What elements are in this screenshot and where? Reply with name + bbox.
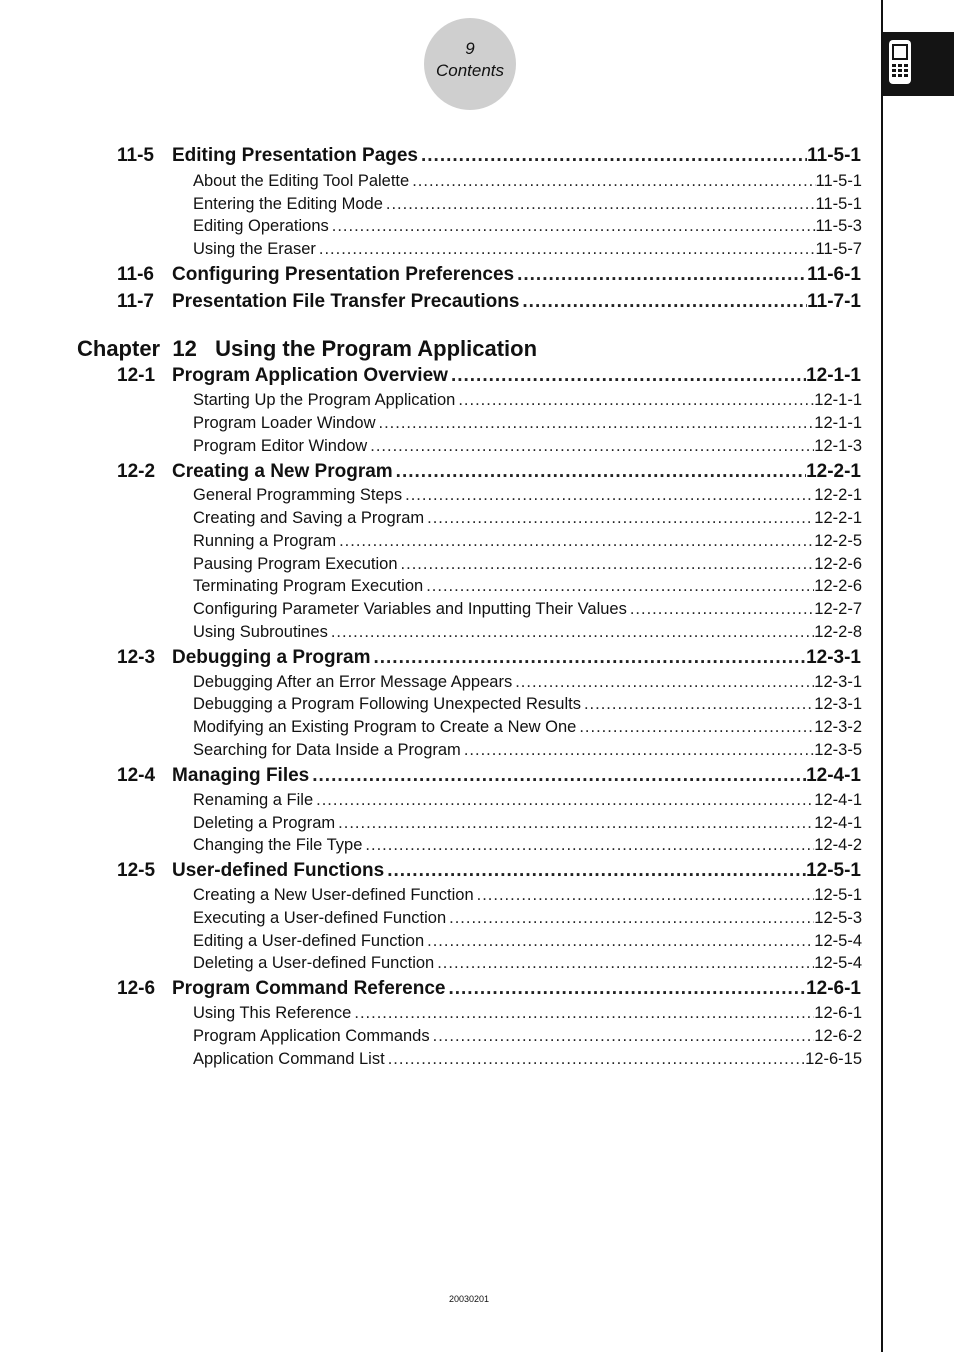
entry-page: 12-3-1 bbox=[814, 695, 862, 713]
toc-section-12-3[interactable] bbox=[117, 647, 861, 671]
entry-page: 12-1-1 bbox=[814, 391, 862, 409]
entry-title: Using Subroutines bbox=[193, 623, 328, 641]
dot-leader bbox=[335, 814, 814, 833]
dot-leader bbox=[383, 195, 816, 214]
entry-page: 12-5-4 bbox=[814, 932, 862, 950]
section-number: 11-6 bbox=[117, 264, 154, 285]
entry-title: Entering the Editing Mode bbox=[193, 195, 383, 213]
dot-leader bbox=[316, 240, 816, 259]
toc-entry[interactable] bbox=[193, 791, 862, 813]
entry-title: Modifying an Existing Program to Create a New One bbox=[193, 718, 577, 736]
entry-page: 12-2-7 bbox=[814, 600, 862, 618]
section-page: 12-3-1 bbox=[806, 647, 861, 668]
dot-leader bbox=[627, 600, 814, 619]
section-title: Managing Files bbox=[172, 765, 310, 786]
toc-entry[interactable] bbox=[193, 814, 862, 836]
entry-page: 11-5-7 bbox=[815, 240, 862, 258]
entry-page: 12-5-1 bbox=[814, 886, 862, 904]
section-title: Configuring Presentation Preferences bbox=[172, 264, 515, 285]
entry-title: Changing the File Type bbox=[193, 836, 363, 854]
toc-entry[interactable] bbox=[193, 555, 862, 577]
entry-title: Program Loader Window bbox=[193, 414, 376, 432]
toc-entry[interactable] bbox=[193, 486, 862, 508]
toc-section-11-5[interactable] bbox=[117, 145, 861, 169]
entry-title: Terminating Program Execution bbox=[193, 577, 424, 595]
section-number: 12-4 bbox=[117, 765, 156, 786]
toc-entry[interactable] bbox=[193, 195, 862, 217]
dot-leader bbox=[336, 532, 814, 551]
toc-entry[interactable] bbox=[193, 718, 862, 740]
entry-page: 12-2-1 bbox=[814, 509, 862, 527]
entry-title: Using This Reference bbox=[193, 1004, 352, 1022]
contents-label: Contents bbox=[435, 61, 505, 80]
section-title: Editing Presentation Pages bbox=[172, 145, 418, 166]
dot-leader bbox=[512, 673, 814, 692]
dot-leader bbox=[448, 365, 806, 387]
toc-entry[interactable] bbox=[193, 509, 862, 531]
entry-page: 12-2-1 bbox=[814, 486, 862, 504]
toc-entry[interactable] bbox=[193, 391, 862, 413]
entry-title: Debugging a Program Following Unexpected Results bbox=[193, 695, 581, 713]
dot-leader bbox=[418, 145, 807, 167]
toc-entry[interactable] bbox=[193, 695, 862, 717]
footer-code: 20030201 bbox=[449, 1294, 490, 1304]
section-page: 12-4-1 bbox=[806, 765, 861, 786]
entry-page: 11-5-1 bbox=[815, 172, 862, 190]
toc-entry[interactable] bbox=[193, 1050, 862, 1072]
right-margin-rule bbox=[881, 0, 883, 1352]
dot-leader bbox=[445, 978, 806, 1000]
entry-page: 12-3-5 bbox=[814, 741, 862, 759]
section-title: Program Application Overview bbox=[172, 365, 448, 386]
section-title: Creating a New Program bbox=[172, 461, 393, 482]
toc-entry[interactable] bbox=[193, 577, 862, 599]
entry-title: Pausing Program Execution bbox=[193, 555, 398, 573]
toc-entry[interactable] bbox=[193, 240, 862, 262]
entry-title: About the Editing Tool Palette bbox=[193, 172, 410, 190]
entry-page: 12-2-6 bbox=[814, 577, 862, 595]
entry-title: Program Editor Window bbox=[193, 437, 368, 455]
entry-title: Editing Operations bbox=[193, 217, 329, 235]
entry-title: General Programming Steps bbox=[193, 486, 403, 504]
dot-leader bbox=[434, 954, 814, 973]
section-number: 12-3 bbox=[117, 647, 156, 668]
entry-page: 12-5-4 bbox=[814, 954, 862, 972]
dot-leader bbox=[402, 486, 814, 505]
dot-leader bbox=[384, 860, 806, 882]
toc-entry[interactable] bbox=[193, 600, 862, 622]
dot-leader bbox=[424, 932, 814, 951]
dot-leader bbox=[329, 217, 816, 236]
dot-leader bbox=[313, 791, 814, 810]
dot-leader bbox=[446, 909, 814, 928]
section-title: User-defined Functions bbox=[172, 860, 385, 881]
section-title: Presentation File Transfer Precautions bbox=[172, 291, 520, 312]
toc-entry[interactable] bbox=[193, 741, 862, 763]
entry-page: 12-2-6 bbox=[814, 555, 862, 573]
section-number: 11-7 bbox=[117, 291, 154, 312]
section-page: 12-5-1 bbox=[806, 860, 861, 881]
section-page: 11-7-1 bbox=[807, 291, 861, 312]
entry-page: 12-4-1 bbox=[814, 791, 862, 809]
entry-title: Executing a User-defined Function bbox=[193, 909, 447, 927]
dot-leader bbox=[430, 1027, 815, 1046]
toc-entry[interactable] bbox=[193, 836, 862, 858]
dot-leader bbox=[461, 741, 814, 760]
entry-title: Application Command List bbox=[193, 1050, 385, 1068]
entry-page: 11-5-1 bbox=[815, 195, 862, 213]
section-number: 12-5 bbox=[117, 860, 156, 881]
section-page: 12-2-1 bbox=[806, 461, 861, 482]
toc-section-11-7[interactable] bbox=[117, 291, 861, 315]
dot-leader bbox=[367, 437, 814, 456]
dot-leader bbox=[385, 1050, 805, 1069]
entry-page: 12-3-1 bbox=[814, 673, 862, 691]
entry-title: Using the Eraser bbox=[193, 240, 316, 258]
entry-title: Renaming a File bbox=[193, 791, 314, 809]
toc-entry[interactable] bbox=[193, 414, 862, 436]
toc-entry[interactable] bbox=[193, 1004, 862, 1026]
entry-page: 12-4-1 bbox=[814, 814, 862, 832]
calculator-icon bbox=[888, 39, 912, 85]
dot-leader bbox=[581, 695, 814, 714]
toc-section-12-2[interactable] bbox=[117, 461, 861, 485]
section-number: 12-6 bbox=[117, 978, 156, 999]
toc-entry[interactable] bbox=[193, 172, 862, 194]
entry-title: Debugging After an Error Message Appears bbox=[193, 673, 513, 691]
dot-leader bbox=[519, 291, 807, 313]
entry-title: Configuring Parameter Variables and Inputting Their Values bbox=[193, 600, 627, 618]
section-title: Program Command Reference bbox=[172, 978, 446, 999]
section-title: Debugging a Program bbox=[172, 647, 371, 668]
toc-section-12-4[interactable] bbox=[117, 765, 861, 789]
toc-section-11-6[interactable] bbox=[117, 264, 861, 288]
dot-leader bbox=[409, 172, 815, 191]
entry-page: 12-6-15 bbox=[805, 1050, 862, 1068]
dot-leader bbox=[328, 623, 814, 642]
entry-page: 12-3-2 bbox=[814, 718, 862, 736]
entry-title: Creating and Saving a Program bbox=[193, 509, 425, 527]
dot-leader bbox=[362, 836, 814, 855]
dot-leader bbox=[398, 555, 815, 574]
entry-title: Running a Program bbox=[193, 532, 337, 550]
toc-section-12-1[interactable] bbox=[117, 365, 861, 389]
dot-leader bbox=[424, 509, 814, 528]
entry-page: 12-2-8 bbox=[814, 623, 862, 641]
entry-title: Starting Up the Program Application bbox=[193, 391, 456, 409]
entry-page: 12-4-2 bbox=[814, 836, 862, 854]
toc-entry[interactable] bbox=[193, 886, 862, 908]
toc-entry[interactable] bbox=[193, 532, 862, 554]
section-number: 11-5 bbox=[117, 145, 154, 166]
entry-page: 12-5-3 bbox=[814, 909, 862, 927]
entry-page: 12-1-1 bbox=[814, 414, 862, 432]
section-number: 12-2 bbox=[117, 461, 156, 482]
toc-entry[interactable] bbox=[193, 437, 862, 459]
entry-title: Creating a New User-defined Function bbox=[193, 886, 474, 904]
dot-leader bbox=[393, 461, 806, 483]
entry-page: 12-6-2 bbox=[814, 1027, 862, 1045]
toc-entry[interactable] bbox=[193, 1027, 862, 1049]
dot-leader bbox=[576, 718, 814, 737]
dot-leader bbox=[309, 765, 806, 787]
dot-leader bbox=[351, 1004, 814, 1023]
toc-entry[interactable] bbox=[193, 623, 862, 645]
entry-title: Searching for Data Inside a Program bbox=[193, 741, 461, 759]
dot-leader bbox=[370, 647, 806, 669]
section-page: 12-1-1 bbox=[806, 365, 861, 386]
toc-entry[interactable] bbox=[193, 217, 862, 239]
dot-leader bbox=[455, 391, 814, 410]
entry-page: 12-6-1 bbox=[814, 1004, 862, 1022]
page-number-badge bbox=[424, 18, 516, 110]
section-page: 12-6-1 bbox=[806, 978, 861, 999]
dot-leader bbox=[474, 886, 815, 905]
toc-entry[interactable] bbox=[193, 673, 862, 695]
entry-page: 11-5-3 bbox=[815, 217, 862, 235]
toc-section-12-6[interactable] bbox=[117, 978, 861, 1002]
page-number: 9 bbox=[465, 39, 475, 58]
section-number: 12-1 bbox=[117, 365, 156, 386]
entry-title: Deleting a User-defined Function bbox=[193, 954, 435, 972]
toc-entry[interactable] bbox=[193, 932, 862, 954]
entry-page: 12-2-5 bbox=[814, 532, 862, 550]
entry-title: Program Application Commands bbox=[193, 1027, 430, 1045]
chapter-heading: Chapter 12 Using the Program Application bbox=[77, 336, 538, 361]
entry-page: 12-1-3 bbox=[814, 437, 862, 455]
entry-title: Deleting a Program bbox=[193, 814, 336, 832]
section-page: 11-6-1 bbox=[807, 264, 861, 285]
entry-title: Editing a User-defined Function bbox=[193, 932, 425, 950]
toc-section-12-5[interactable] bbox=[117, 860, 861, 884]
toc-entry[interactable] bbox=[193, 954, 862, 976]
section-page: 11-5-1 bbox=[807, 145, 861, 166]
toc-entry[interactable] bbox=[193, 909, 862, 931]
dot-leader bbox=[376, 414, 815, 433]
dot-leader bbox=[423, 577, 814, 596]
dot-leader bbox=[514, 264, 807, 286]
